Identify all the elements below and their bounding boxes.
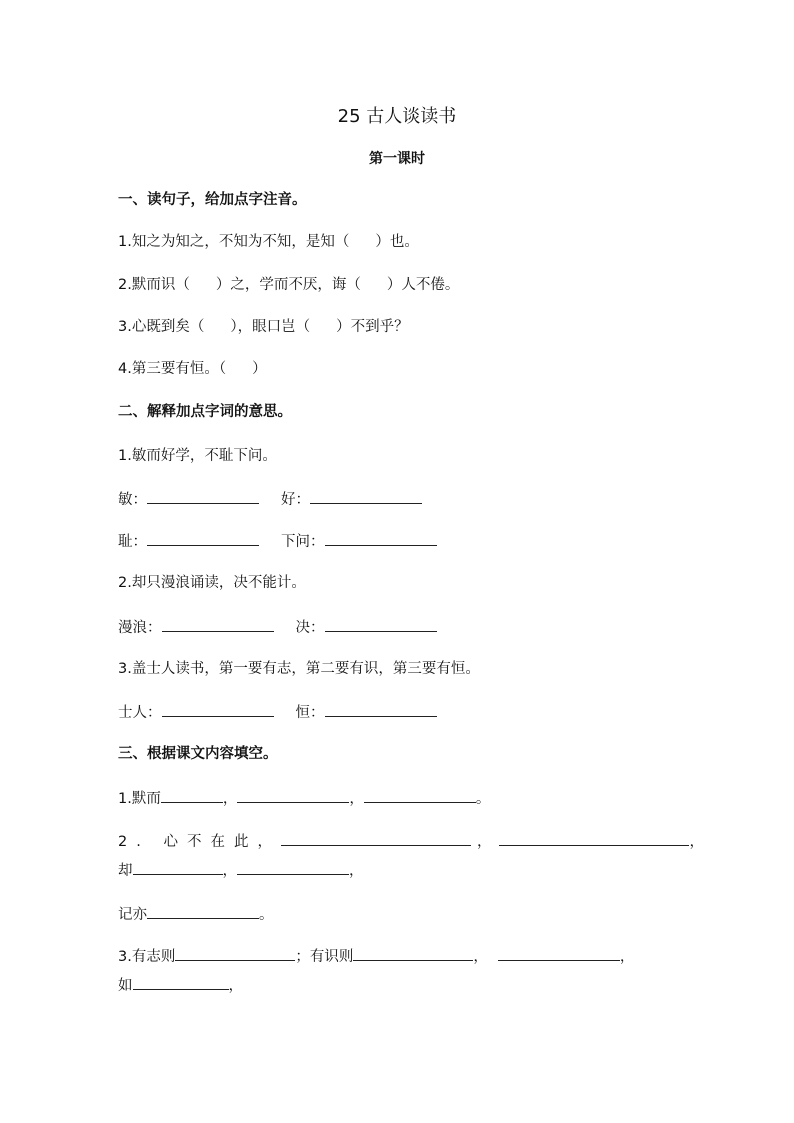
s1q3-text-b: ），眼口岂（ [230, 319, 311, 335]
s2-sentence-3: 3.盖士人读书，第一要有志，第二要有识，第三要有恒。 [118, 661, 480, 677]
s3q1-text-a: 1.默而 [118, 791, 161, 807]
answer-line-min[interactable] [147, 488, 259, 504]
s1q2-text-a: 2.默而识（ [118, 277, 190, 293]
s3q3-blank-1[interactable] [175, 945, 295, 961]
s3q2-comma-3: ， [222, 863, 237, 879]
s3-question-3-line-1 [118, 945, 634, 967]
s2-sentence-1: 1.敏而好学，不耻下问。 [118, 448, 277, 464]
label-chi: 耻： [118, 534, 147, 550]
s3q2-blank-2[interactable] [499, 830, 689, 846]
s2-row-4 [118, 701, 437, 723]
s1-question-4 [118, 359, 267, 379]
s3q2-end: 。 [259, 907, 274, 923]
s3q2-blank-3[interactable] [133, 859, 223, 875]
s3q1-blank-1[interactable] [161, 787, 223, 803]
label-xiawen: 下问： [281, 534, 325, 550]
s3q3-comma-1: ， [473, 949, 488, 965]
answer-line-hao[interactable] [310, 488, 422, 504]
s2-row-1 [118, 488, 422, 510]
label-manlang: 漫浪： [118, 620, 162, 636]
s1q1-text-b: ）也。 [375, 234, 419, 250]
s1q2-text-b: ）之，学而不厌，诲（ [215, 277, 361, 293]
answer-line-jue[interactable] [325, 616, 437, 632]
s3q2-blank-4[interactable] [237, 859, 349, 875]
s1-question-1 [118, 232, 419, 252]
s3q3-ru: 如 [118, 978, 133, 994]
page-subtitle: 第一课时 [369, 151, 425, 167]
s1q4-text-a: 4.第三要有恒。（ [118, 361, 227, 377]
s3q2-comma-2: ， [689, 834, 704, 850]
section3-heading: 三、根据课文内容填空。 [118, 746, 278, 762]
s3q2-blank-1[interactable] [281, 830, 471, 846]
s1-question-2 [118, 275, 459, 295]
s1q3-text-c: ）不到乎？ [336, 319, 409, 335]
s1q2-text-c: ）人不倦。 [386, 277, 460, 293]
s3q2-comma-1: ， [476, 834, 492, 850]
s3q1-comma-2: ， [349, 791, 364, 807]
answer-line-chi[interactable] [147, 530, 259, 546]
s3q3-comma-3: ， [228, 978, 243, 994]
s3q2-blank-5[interactable] [147, 903, 259, 919]
s3q2-comma-4: ， [349, 863, 364, 879]
s3q1-blank-3[interactable] [364, 787, 476, 803]
s3-question-2-line-1 [118, 830, 704, 852]
section2-heading: 二、解释加点字词的意思。 [118, 404, 292, 420]
answer-line-heng[interactable] [325, 701, 437, 717]
s3q1-end: 。 [475, 791, 491, 807]
s2-sentence-2: 2.却只漫浪诵读，决不能计。 [118, 575, 306, 591]
label-heng: 恒： [295, 705, 325, 721]
s3q2-que: 却 [118, 863, 133, 879]
s1q4-text-b: ） [252, 361, 267, 377]
page-title: 25 古人谈读书 [337, 106, 457, 127]
s2-row-2 [118, 530, 437, 552]
s3q1-blank-2[interactable] [237, 787, 349, 803]
s3q1-comma-1: ， [222, 791, 238, 807]
s3q3-text-a: 3.有志则 [118, 949, 176, 965]
label-hao: 好： [281, 492, 310, 508]
s3q2-text-a: 2. 心不在此， [118, 834, 281, 850]
s3q3-blank-4[interactable] [133, 974, 229, 990]
s3-question-3-line-2 [118, 974, 243, 996]
s1-question-3 [118, 317, 409, 337]
s3q3-semi: ；有识则 [295, 949, 354, 965]
s3q3-comma-2: ， [619, 949, 635, 965]
answer-line-manlang[interactable] [162, 616, 274, 632]
answer-line-xiawen[interactable] [325, 530, 437, 546]
label-shiren: 士人： [118, 705, 162, 721]
section1-heading: 一、读句子，给加点字注音。 [118, 192, 307, 208]
s3q3-blank-2[interactable] [353, 945, 473, 961]
s3-question-2-line-3 [118, 903, 274, 925]
s2-row-3 [118, 616, 437, 638]
label-jue: 决： [295, 620, 325, 636]
s3-question-1 [118, 787, 490, 809]
answer-line-shiren[interactable] [162, 701, 274, 717]
s3-question-2-line-2 [118, 859, 364, 881]
s3q3-blank-3[interactable] [498, 945, 620, 961]
label-min: 敏： [118, 492, 147, 508]
s1q3-text-a: 3.心既到矣（ [118, 319, 205, 335]
s3q2-jiyi: 记亦 [118, 907, 147, 923]
s1q1-text-a: 1.知之为知之，不知为不知，是知（ [118, 234, 350, 250]
